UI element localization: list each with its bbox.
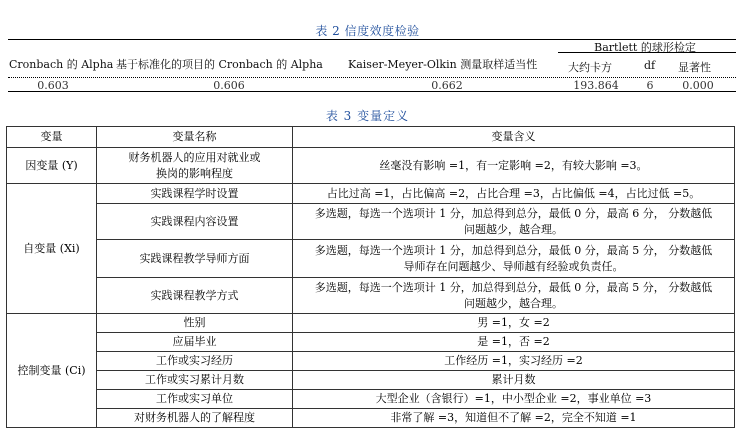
df-header: df bbox=[644, 59, 656, 72]
table-row bbox=[7, 371, 735, 390]
header-variable-meaning: 变量含义 bbox=[293, 127, 735, 148]
table-header-row bbox=[7, 127, 735, 148]
variable-name: 实践课程教学方式 bbox=[97, 278, 293, 314]
table2-header-rule bbox=[8, 77, 736, 78]
variable-meaning: 非常了解 =3，知道但不了解 =2，完全不知道 =1 bbox=[293, 409, 735, 428]
variable-meaning: 占比过高 =1，占比偏高 =2，占比合理 =3，占比偏低 =4，占比过低 =5。 bbox=[293, 184, 735, 204]
table2-bottom-rule bbox=[8, 91, 736, 92]
table-row bbox=[7, 390, 735, 409]
group-dependent: 因变量 (Y) bbox=[7, 148, 97, 184]
chi-header: 大约卡方 bbox=[568, 61, 612, 74]
variable-meaning: 累计月数 bbox=[293, 371, 735, 390]
variable-meaning: 工作经历 =1，实习经历 =2 bbox=[293, 352, 735, 371]
variable-meaning: 多选题，每选一个选项计 1 分，加总得到总分，最低 0 分，最高 5 分， 分数越低问题越少，越合理。 bbox=[293, 278, 735, 314]
table-row bbox=[7, 148, 735, 184]
variable-meaning: 多选题，每选一个选项计 1 分，加总得到总分，最低 0 分，最高 5 分， 分数越低导师存在问题越少、导师越有经验或负责任。 bbox=[293, 240, 735, 278]
chi-value: 193.864 bbox=[573, 79, 619, 92]
variable-name: 财务机器人的应用对就业或换岗的影响程度 bbox=[97, 148, 293, 184]
table3-caption: 表 3 变量定义 bbox=[325, 109, 410, 123]
variable-name: 对财务机器人的了解程度 bbox=[97, 409, 293, 428]
variable-name: 实践课程内容设置 bbox=[97, 204, 293, 240]
bartlett-header: Bartlett 的球形检定 bbox=[594, 41, 696, 54]
header-variable-name: 变量名称 bbox=[97, 127, 293, 148]
variable-meaning: 大型企业（含银行）=1，中小型企业 =2，事业单位 =3 bbox=[293, 390, 735, 409]
table-row bbox=[7, 333, 735, 352]
variable-meaning: 丝毫没有影响 =1，有一定影响 =2，有较大影响 =3。 bbox=[293, 148, 735, 184]
group-independent: 自变量 (Xi) bbox=[7, 184, 97, 314]
variable-name: 工作或实习累计月数 bbox=[97, 371, 293, 390]
header-variable: 变量 bbox=[7, 127, 97, 148]
variable-meaning: 多选题，每选一个选项计 1 分，加总得到总分，最低 0 分，最高 6 分， 分数越低问题越少，越合理。 bbox=[293, 204, 735, 240]
variable-name: 实践课程学时设置 bbox=[97, 184, 293, 204]
table-row bbox=[7, 240, 735, 278]
table-row bbox=[7, 184, 735, 204]
sig-header: 显著性 bbox=[678, 61, 711, 74]
table-row bbox=[7, 278, 735, 314]
variable-meaning: 男 =1，女 =2 bbox=[293, 314, 735, 333]
kmo-header: Kaiser-Meyer-Olkin 测量取样适当性 bbox=[348, 58, 538, 71]
variable-name: 工作或实习经历 bbox=[97, 352, 293, 371]
bartlett-rule bbox=[558, 52, 736, 53]
table-row bbox=[7, 409, 735, 428]
std-cronbach-value: 0.606 bbox=[213, 79, 245, 92]
df-value: 6 bbox=[646, 79, 654, 92]
group-control: 控制变量 (Ci) bbox=[7, 314, 97, 428]
sig-value: 0.000 bbox=[682, 79, 714, 92]
table-row bbox=[7, 314, 735, 333]
cronbach-header: Cronbach 的 Alpha bbox=[9, 58, 114, 71]
cronbach-value: 0.603 bbox=[37, 79, 69, 92]
table-row bbox=[7, 352, 735, 371]
std-cronbach-header: 基于标准化的项目的 Cronbach 的 Alpha bbox=[116, 58, 323, 71]
variable-name: 工作或实习单位 bbox=[97, 390, 293, 409]
table-row bbox=[7, 204, 735, 240]
variable-name: 性别 bbox=[97, 314, 293, 333]
kmo-value: 0.662 bbox=[431, 79, 463, 92]
variable-name: 应届毕业 bbox=[97, 333, 293, 352]
variable-definition-table bbox=[6, 126, 735, 428]
variable-name: 实践课程教学导师方面 bbox=[97, 240, 293, 278]
table2-caption: 表 2 信度效度检验 bbox=[315, 24, 420, 38]
variable-meaning: 是 =1，否 =2 bbox=[293, 333, 735, 352]
